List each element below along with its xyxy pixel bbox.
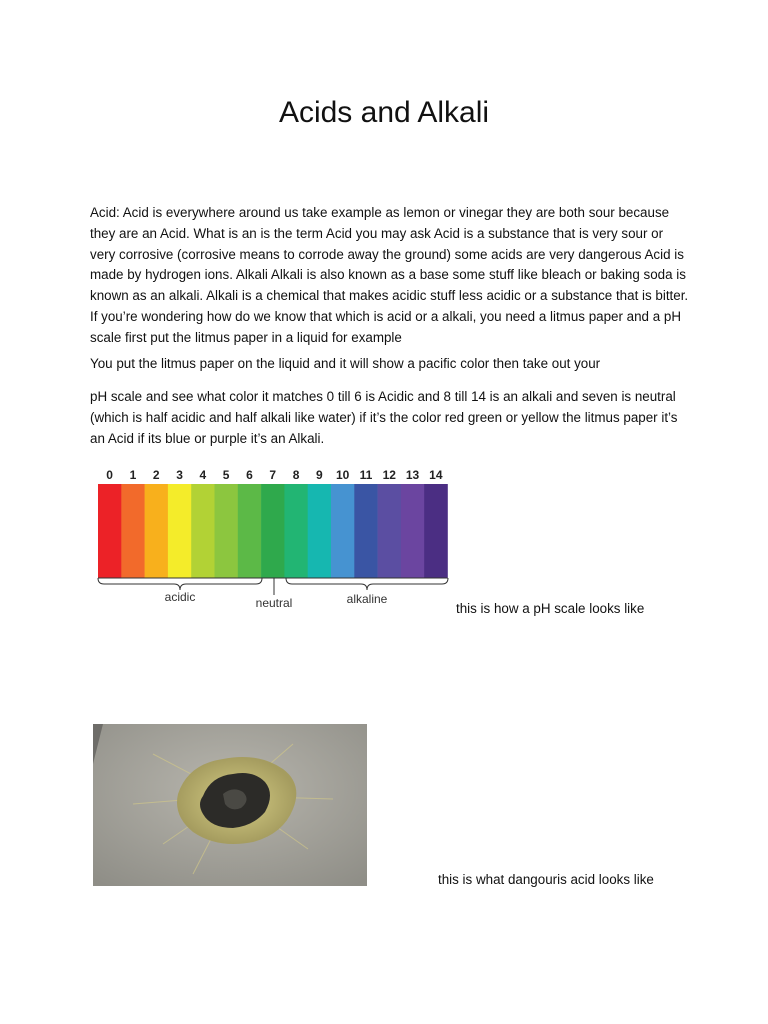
- ph-number: 2: [152, 468, 160, 482]
- ph-color-cell: [121, 484, 145, 578]
- ph-number: 1: [129, 468, 137, 482]
- paragraph-intro: Acid: Acid is everywhere around us take example as lemon or vinegar they are both sour because they are an Acid. What is an is the term Acid you may ask Acid is a substance that is very sour or very corrosive (corrosive means to corrode away the ground) some acids are very dangerous Acid is made by hydrogen ions. Alkali Alkali is also known as a base some stuff like bleach or baking soda is known as an alkali. Alkali is a chemical that makes acidic stuff less acidic or a substance that is bitter. If you’re wondering how do we know that which is acid or a alkali, you need a litmus paper and a pH scale first put the litmus paper in a liquid for example: [90, 205, 689, 345]
- ph-color-cell: [424, 484, 448, 578]
- ph-color-cell: [331, 484, 355, 578]
- ph-number: 12: [382, 468, 396, 482]
- ph-number: 10: [335, 468, 350, 482]
- ph-color-cell: [354, 484, 378, 578]
- ph-color-cell: [215, 484, 239, 578]
- alkaline-label: alkaline: [346, 592, 388, 606]
- ph-number: 8: [292, 468, 300, 482]
- ph-number: 9: [316, 468, 323, 482]
- acidic-bracket: [98, 578, 262, 590]
- ph-number: 3: [176, 468, 183, 482]
- ph-number: 13: [405, 468, 420, 482]
- ph-color-cell: [284, 484, 308, 578]
- ph-scale-caption: this is how a pH scale looks like: [456, 601, 645, 616]
- paragraph-litmus: You put the litmus paper on the liquid and it will show a pacific color then take out your: [90, 356, 601, 371]
- ph-number: 14: [429, 468, 443, 482]
- ph-number: 7: [269, 468, 277, 482]
- ph-color-cell: [261, 484, 285, 578]
- ph-color-cell: [401, 484, 425, 578]
- neutral-label: neutral: [255, 596, 293, 610]
- ph-color-cell: [145, 484, 169, 578]
- ph-number: 5: [222, 468, 230, 482]
- ph-color-cell: [168, 484, 192, 578]
- document-title: Acids and Alkali: [278, 96, 490, 129]
- ph-color-cell: [98, 484, 122, 578]
- ph-number: 6: [246, 468, 253, 482]
- ph-color-cell: [308, 484, 332, 578]
- ph-color-bar: [98, 484, 448, 578]
- ph-number: 11: [359, 468, 373, 482]
- ph-color-cell: [378, 484, 402, 578]
- ph-color-cell: [238, 484, 262, 578]
- ph-number-labels: [106, 468, 443, 482]
- ph-color-cell: [191, 484, 215, 578]
- ph-number: 4: [199, 468, 207, 482]
- ph-number: 0: [106, 468, 113, 482]
- paragraph-ph-scale: pH scale and see what color it matches 0 till 6 is Acidic and 8 till 14 is an alkali and seven is neutral (which is half acidic and half alkali like water) if it’s the color red green or yellow the litmus paper it’s an Acid if its blue or purple it’s an Alkali.: [90, 389, 678, 446]
- alkaline-bracket: [286, 578, 448, 590]
- ph-scale-image: [90, 462, 456, 616]
- acid-damage-photo: [93, 724, 367, 886]
- acidic-label: acidic: [164, 590, 196, 604]
- acid-photo-caption: this is what dangouris acid looks like: [438, 872, 654, 887]
